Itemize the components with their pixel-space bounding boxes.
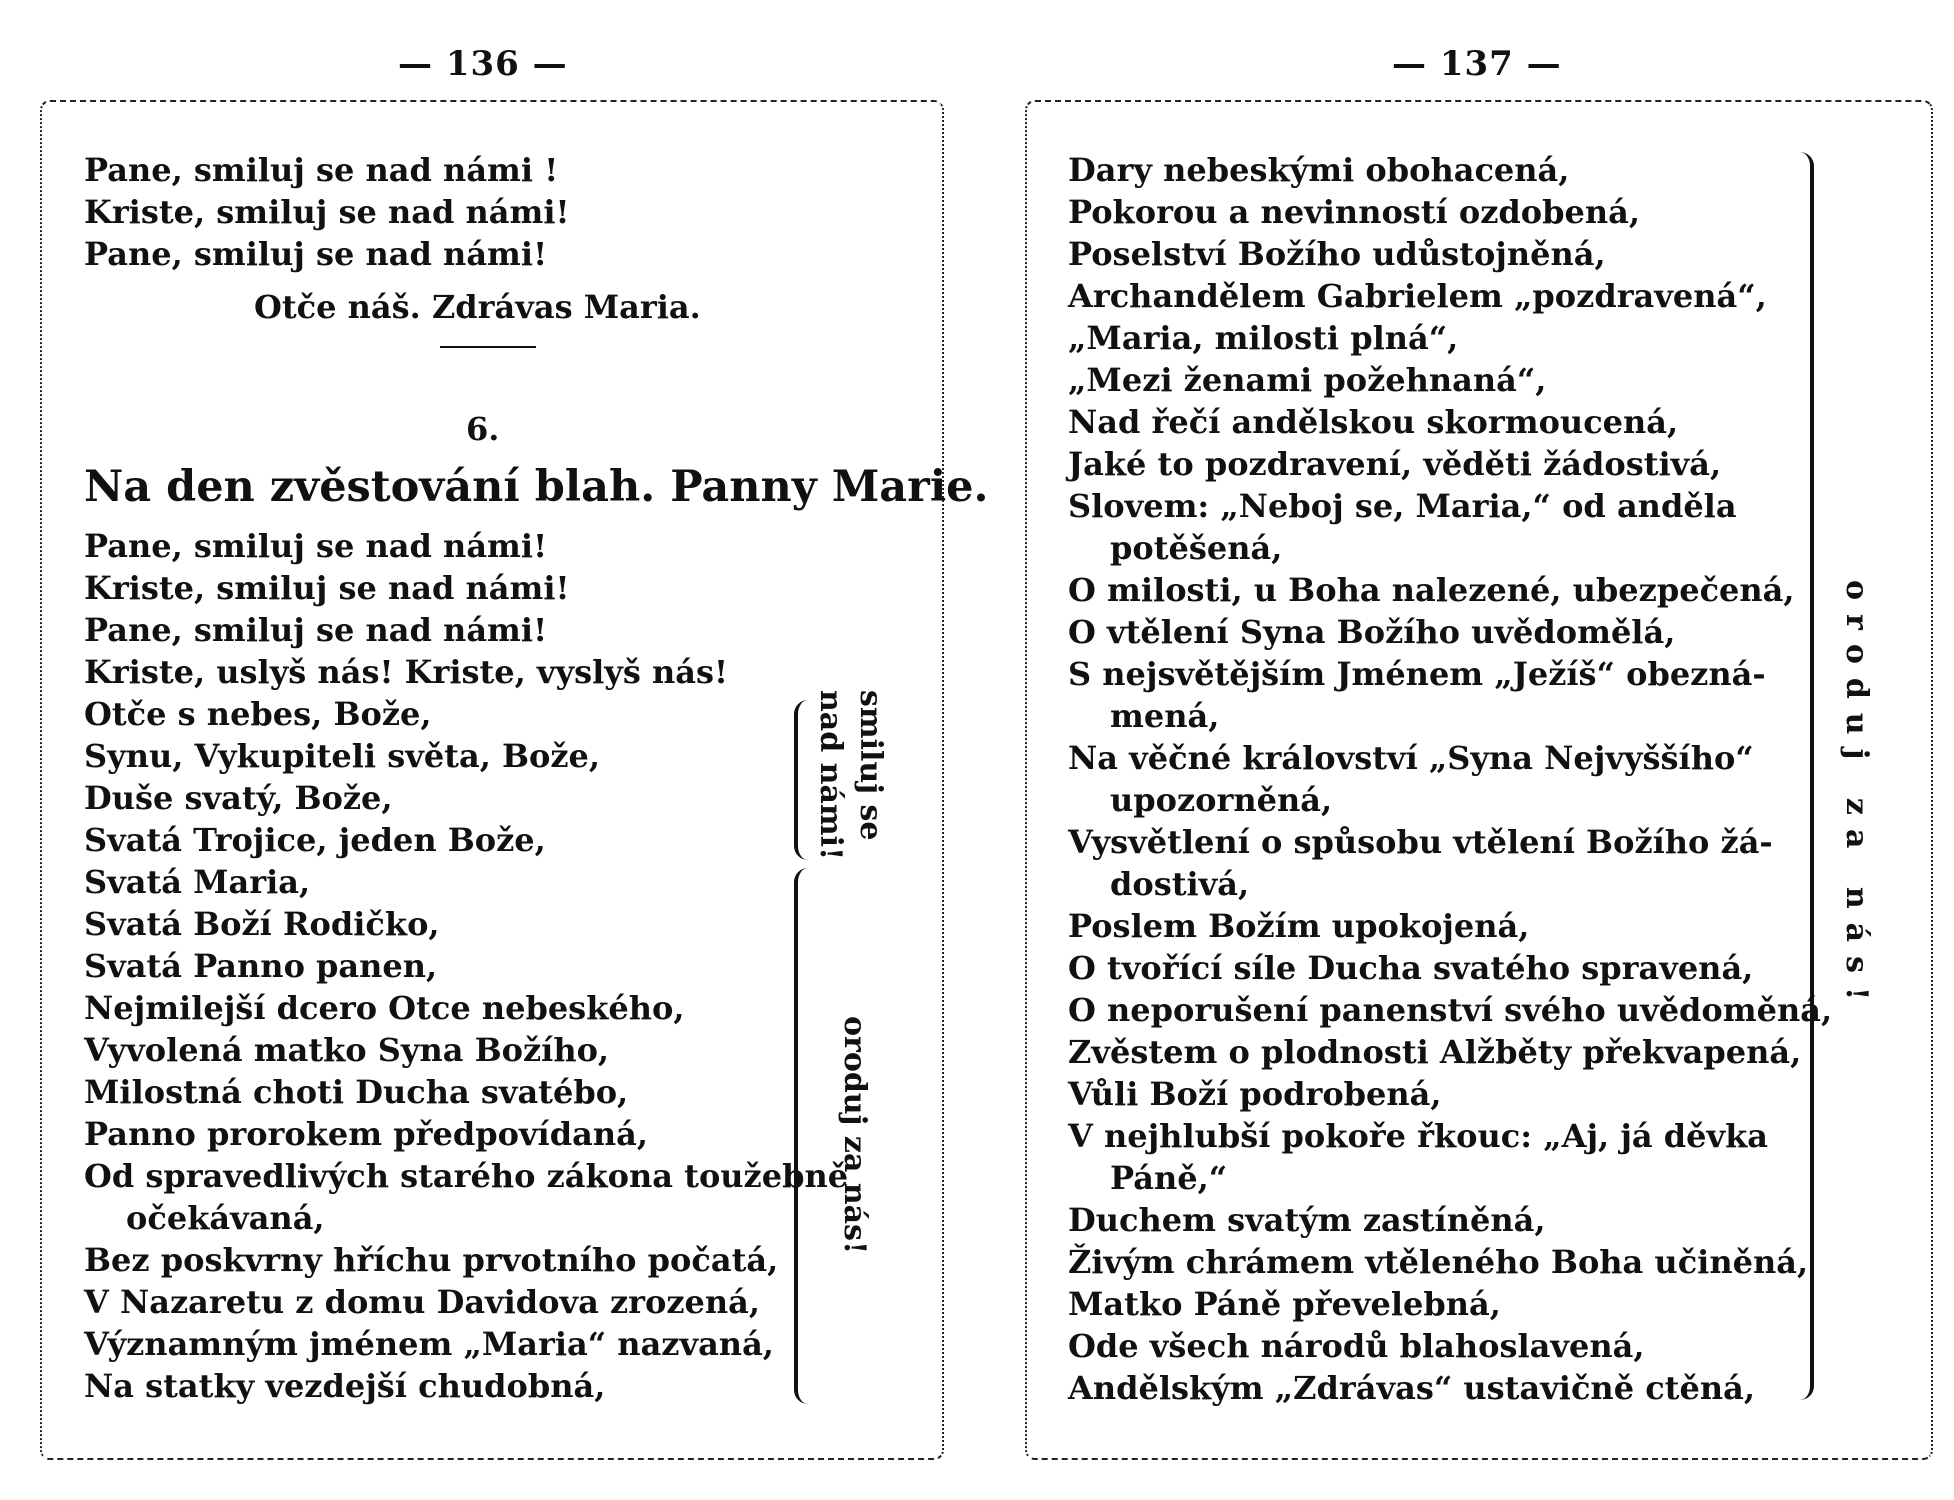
litany-line: Na statky vezdejší chudobná, [84,1367,606,1405]
text-line: Živým chrámem vtěleného Boha učiněná, [1068,1243,1809,1281]
litany-line: Pane, smiluj se nad námi! [84,527,548,565]
text-line: O vtělení Syna Božího uvědomělá, [1068,613,1676,651]
text-line: Slovem: „Neboj se, Maria,“ od anděla [1068,487,1737,525]
litany-line: Panno prorokem předpovídaná, [84,1115,648,1153]
litany-line: Svatá Boží Rodičko, [84,905,440,943]
text-line: Dary nebeskými obohacená, [1068,151,1570,189]
text-line: V nejhlubší pokoře řkouc: „Aj, já děvka [1068,1117,1768,1155]
text-line: „Mezi ženami požehnaná“, [1068,361,1547,399]
litany-line: Milostná choti Ducha svatébo, [84,1073,629,1111]
litany-line: Bez poskvrny hříchu prvotního počatá, [84,1241,779,1279]
text-line: Páně,“ [1110,1159,1228,1197]
page-number-left: — 136 — [398,44,568,84]
litany-line: Od spravedlivých starého zákona toužebně [84,1157,849,1195]
text-line: O tvořící síle Ducha svatého spravená, [1068,949,1754,987]
text-line: Jaké to pozdravení, věděti žádostivá, [1068,445,1722,483]
litany-line: Otče s nebes, Bože, [84,695,432,733]
text-line: Ode všech národů blahoslavená, [1068,1327,1645,1365]
text-line: Pane, smiluj se nad námi ! [84,151,559,189]
text-line: Vůli Boží podrobená, [1068,1075,1442,1113]
text-line: Duchem svatým zastíněná, [1068,1201,1546,1239]
litany-line: V Nazaretu z domu Davidova zrozená, [84,1283,761,1321]
litany-line: Synu, Vykupiteli světa, Bože, [84,737,601,775]
brace-orodu [794,868,814,1404]
text-line: „Maria, milosti plná“, [1068,319,1459,357]
divider-rule [440,346,536,348]
litany-line: Svatá Maria, [84,863,311,901]
text-line: Archandělem Gabrielem „pozdravená“, [1068,277,1767,315]
prayer-references: Otče náš. Zdrávas Maria. [254,288,701,326]
text-line: Nad řečí andělskou skormoucená, [1068,403,1679,441]
text-line: Poselství Božího udůstojněná, [1068,235,1606,273]
response-smiluj-line1: smiluj se [853,690,888,841]
litany-line: Svatá Panno panen, [84,947,438,985]
text-line: S nejsvětějším Jménem „Ježíš“ obezná- [1068,655,1766,693]
litany-line: Vyvolená matko Syna Božího, [84,1031,610,1069]
text-line: Poslem Božím upokojená, [1068,907,1530,945]
response-smiluj-line2: nad námi! [813,690,848,861]
litany-line: Kriste, uslyš nás! Kriste, vyslyš nás! [84,653,729,691]
brace-smiluj [794,700,814,860]
text-line: Zvěstem o plodnosti Alžběty překvapená, [1068,1033,1802,1071]
response-orodu-left: oroduj za nás! [837,1016,872,1255]
text-line: Na věčné království „Syna Nejvyššího“ [1068,739,1754,777]
text-line: Matko Páně převelebná, [1068,1285,1501,1323]
text-line: upozorněná, [1110,781,1333,819]
text-line: mená, [1110,697,1220,735]
litany-line: Pane, smiluj se nad námi! [84,611,548,649]
text-line: O neporušení panenství svého uvědoměná, [1068,991,1833,1029]
section-title: Na den zvěstování blah. Panny Marie. [84,462,989,512]
text-line: O milosti, u Boha nalezené, ubezpečená, [1068,571,1795,609]
text-line: potěšená, [1110,529,1283,567]
brace-right [1796,152,1814,1400]
text-line: dostivá, [1110,865,1250,903]
litany-line: Svatá Trojice, jeden Bože, [84,821,546,859]
page-number-right: — 137 — [1392,44,1562,84]
litany-line: Kriste, smiluj se nad námi! [84,569,570,607]
litany-line: očekávaná, [126,1199,325,1237]
text-line: Pane, smiluj se nad námi! [84,235,548,273]
text-line: Pokorou a nevinností ozdobená, [1068,193,1640,231]
text-line: Andělským „Zdrávas“ ustavičně ctěná, [1068,1369,1755,1407]
response-orodu-right: oroduj za nás! [1839,580,1874,1015]
litany-line: Nejmilejší dcero Otce nebeského, [84,989,685,1027]
litany-line: Duše svatý, Bože, [84,779,393,817]
section-number: 6. [466,410,500,448]
litany-line: Významným jménem „Maria“ nazvaná, [84,1325,774,1363]
text-line: Kriste, smiluj se nad námi! [84,193,570,231]
text-line: Vysvětlení o spůsobu vtělení Božího žá- [1068,823,1773,861]
